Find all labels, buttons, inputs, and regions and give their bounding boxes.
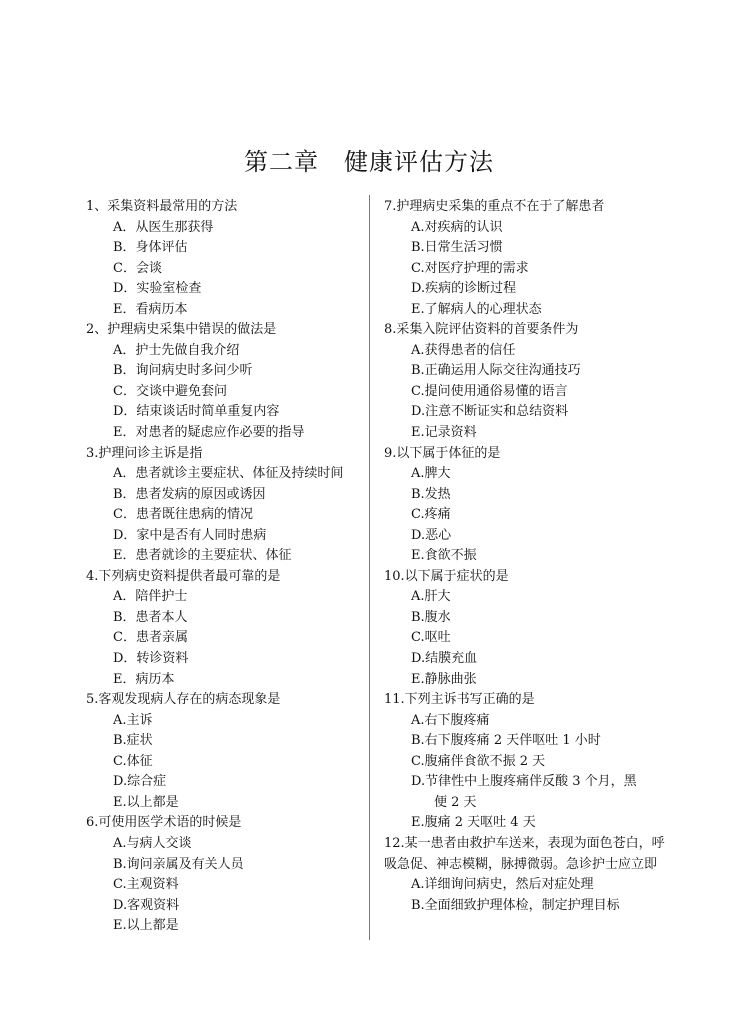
- page-title: 第二章 健康评估方法: [244, 148, 494, 176]
- option-b: B．身体评估: [113, 240, 188, 256]
- option-b: B.发热: [411, 486, 451, 502]
- option-a: A．患者就诊主要症状、体征及持续时间: [113, 466, 344, 482]
- option-e: E.记录资料: [411, 425, 477, 441]
- option-d: D.结膜充血: [411, 651, 478, 667]
- question-text: 9.以下属于体征的是: [384, 445, 501, 461]
- option-d: D．结束谈话时简单重复内容: [113, 404, 280, 420]
- option-a: A．护士先做自我介绍: [113, 342, 240, 358]
- option-a: A．陪伴护士: [113, 589, 188, 605]
- option-e: E．患者就诊的主要症状、体征: [113, 548, 292, 564]
- option-d: D.客观资料: [113, 897, 180, 913]
- question-text: 7.护理病史采集的重点不在于了解患者: [384, 199, 605, 214]
- column-divider: [369, 195, 370, 940]
- question-8: [384, 320, 666, 443]
- option-b: B.右下腹疼痛 2 天伴呕吐 1 小时: [411, 733, 601, 749]
- option-d: D.注意不断证实和总结资料: [411, 404, 569, 420]
- question-text: 10.以下属于症状的是: [384, 568, 509, 584]
- option-e: E．看病历本: [113, 301, 188, 317]
- option-e: E.以上都是: [113, 918, 179, 934]
- right-column: [384, 197, 666, 916]
- option-a: A.右下腹疼痛: [411, 712, 490, 728]
- option-e: E．对患者的疑虑应作必要的指导: [113, 425, 305, 441]
- question-10: [384, 567, 666, 690]
- question-text: 1、采集资料最常用的方法: [86, 199, 238, 214]
- question-7: [384, 197, 666, 320]
- option-d-continuation: 便 2 天: [434, 794, 477, 810]
- option-b: B．询问病史时多问少听: [113, 363, 253, 379]
- question-text: 4.下列病史资料提供者最可靠的是: [86, 568, 281, 584]
- option-c: C.疼痛: [411, 507, 451, 523]
- question-12: [384, 834, 666, 916]
- option-c: C.体征: [113, 753, 153, 769]
- option-a: A.获得患者的信任: [411, 342, 516, 358]
- option-d: D.综合症: [113, 774, 167, 790]
- question-text: 12.某一患者由救护车送来，表现为面色苍白，呼吸急促、神志模糊，脉搏微弱。急诊护士应立即: [384, 835, 665, 872]
- option-e: E.腹痛 2 天呕吐 4 天: [411, 815, 536, 831]
- question-6: [86, 813, 368, 936]
- option-b: B.日常生活习惯: [411, 240, 503, 256]
- question-text: 3.护理问诊主诉是指: [86, 445, 203, 461]
- option-b: B.询问亲属及有关人员: [113, 856, 244, 872]
- option-b: B.全面细致护理体检，制定护理目标: [411, 897, 620, 913]
- option-a: A.主诉: [113, 712, 153, 728]
- option-a: A．从医生那获得: [113, 219, 214, 235]
- option-e: E.静脉曲张: [411, 671, 477, 687]
- question-11: [384, 690, 666, 834]
- question-1: [86, 197, 368, 320]
- option-e: E．病历本: [113, 671, 175, 687]
- option-a: A.肝大: [411, 589, 451, 605]
- question-text: 5.客观发现病人存在的病态现象是: [86, 692, 281, 708]
- option-d: D.恶心: [411, 527, 452, 543]
- option-a: A.脾大: [411, 466, 451, 482]
- option-d: D．家中是否有人同时患病: [113, 527, 267, 543]
- question-text: 11.下列主诉书写正确的是: [384, 692, 535, 708]
- option-c: C．会谈: [113, 260, 162, 276]
- question-4: [86, 567, 368, 690]
- option-a: A.详细询问病史，然后对症处理: [411, 877, 594, 893]
- option-c: C.主观资料: [113, 877, 179, 893]
- option-c: C．患者亲属: [113, 630, 188, 646]
- question-text: 8.采集入院评估资料的首要条件为: [384, 322, 579, 338]
- option-e: E.了解病人的心理状态: [411, 301, 542, 317]
- option-b: B.正确运用人际交往沟通技巧: [411, 363, 581, 379]
- question-9: [384, 444, 666, 567]
- option-c: C.腹痛伴食欲不振 2 天: [411, 753, 546, 769]
- option-c: C.对医疗护理的需求: [411, 260, 529, 276]
- option-d: D．转诊资料: [113, 651, 189, 667]
- question-5: [86, 690, 368, 813]
- question-text: 6.可使用医学术语的时候是: [86, 815, 242, 831]
- question-2: [86, 320, 368, 443]
- option-a: A.与病人交谈: [113, 835, 192, 851]
- option-c: C.呕吐: [411, 630, 451, 646]
- left-column: [86, 197, 368, 937]
- option-b: B．患者本人: [113, 609, 188, 625]
- option-d: D.疾病的诊断过程: [411, 281, 517, 297]
- option-d: D．实验室检查: [113, 281, 202, 297]
- option-c: C．交谈中避免套问: [113, 383, 227, 399]
- option-e: E.以上都是: [113, 794, 179, 810]
- option-b: B.腹水: [411, 609, 451, 625]
- option-e: E.食欲不振: [411, 548, 477, 564]
- option-c: C.提问使用通俗易懂的语言: [411, 383, 568, 399]
- question-3: [86, 444, 368, 567]
- option-c: C．患者既往患病的情况: [113, 507, 253, 523]
- option-a: A.对疾病的认识: [411, 219, 503, 235]
- option-b: B.症状: [113, 733, 153, 749]
- option-d: D.节律性中上腹疼痛伴反酸 3 个月，黑: [411, 774, 637, 790]
- option-b: B．患者发病的原因或诱因: [113, 486, 266, 502]
- question-text: 2、护理病史采集中错误的做法是: [86, 322, 277, 338]
